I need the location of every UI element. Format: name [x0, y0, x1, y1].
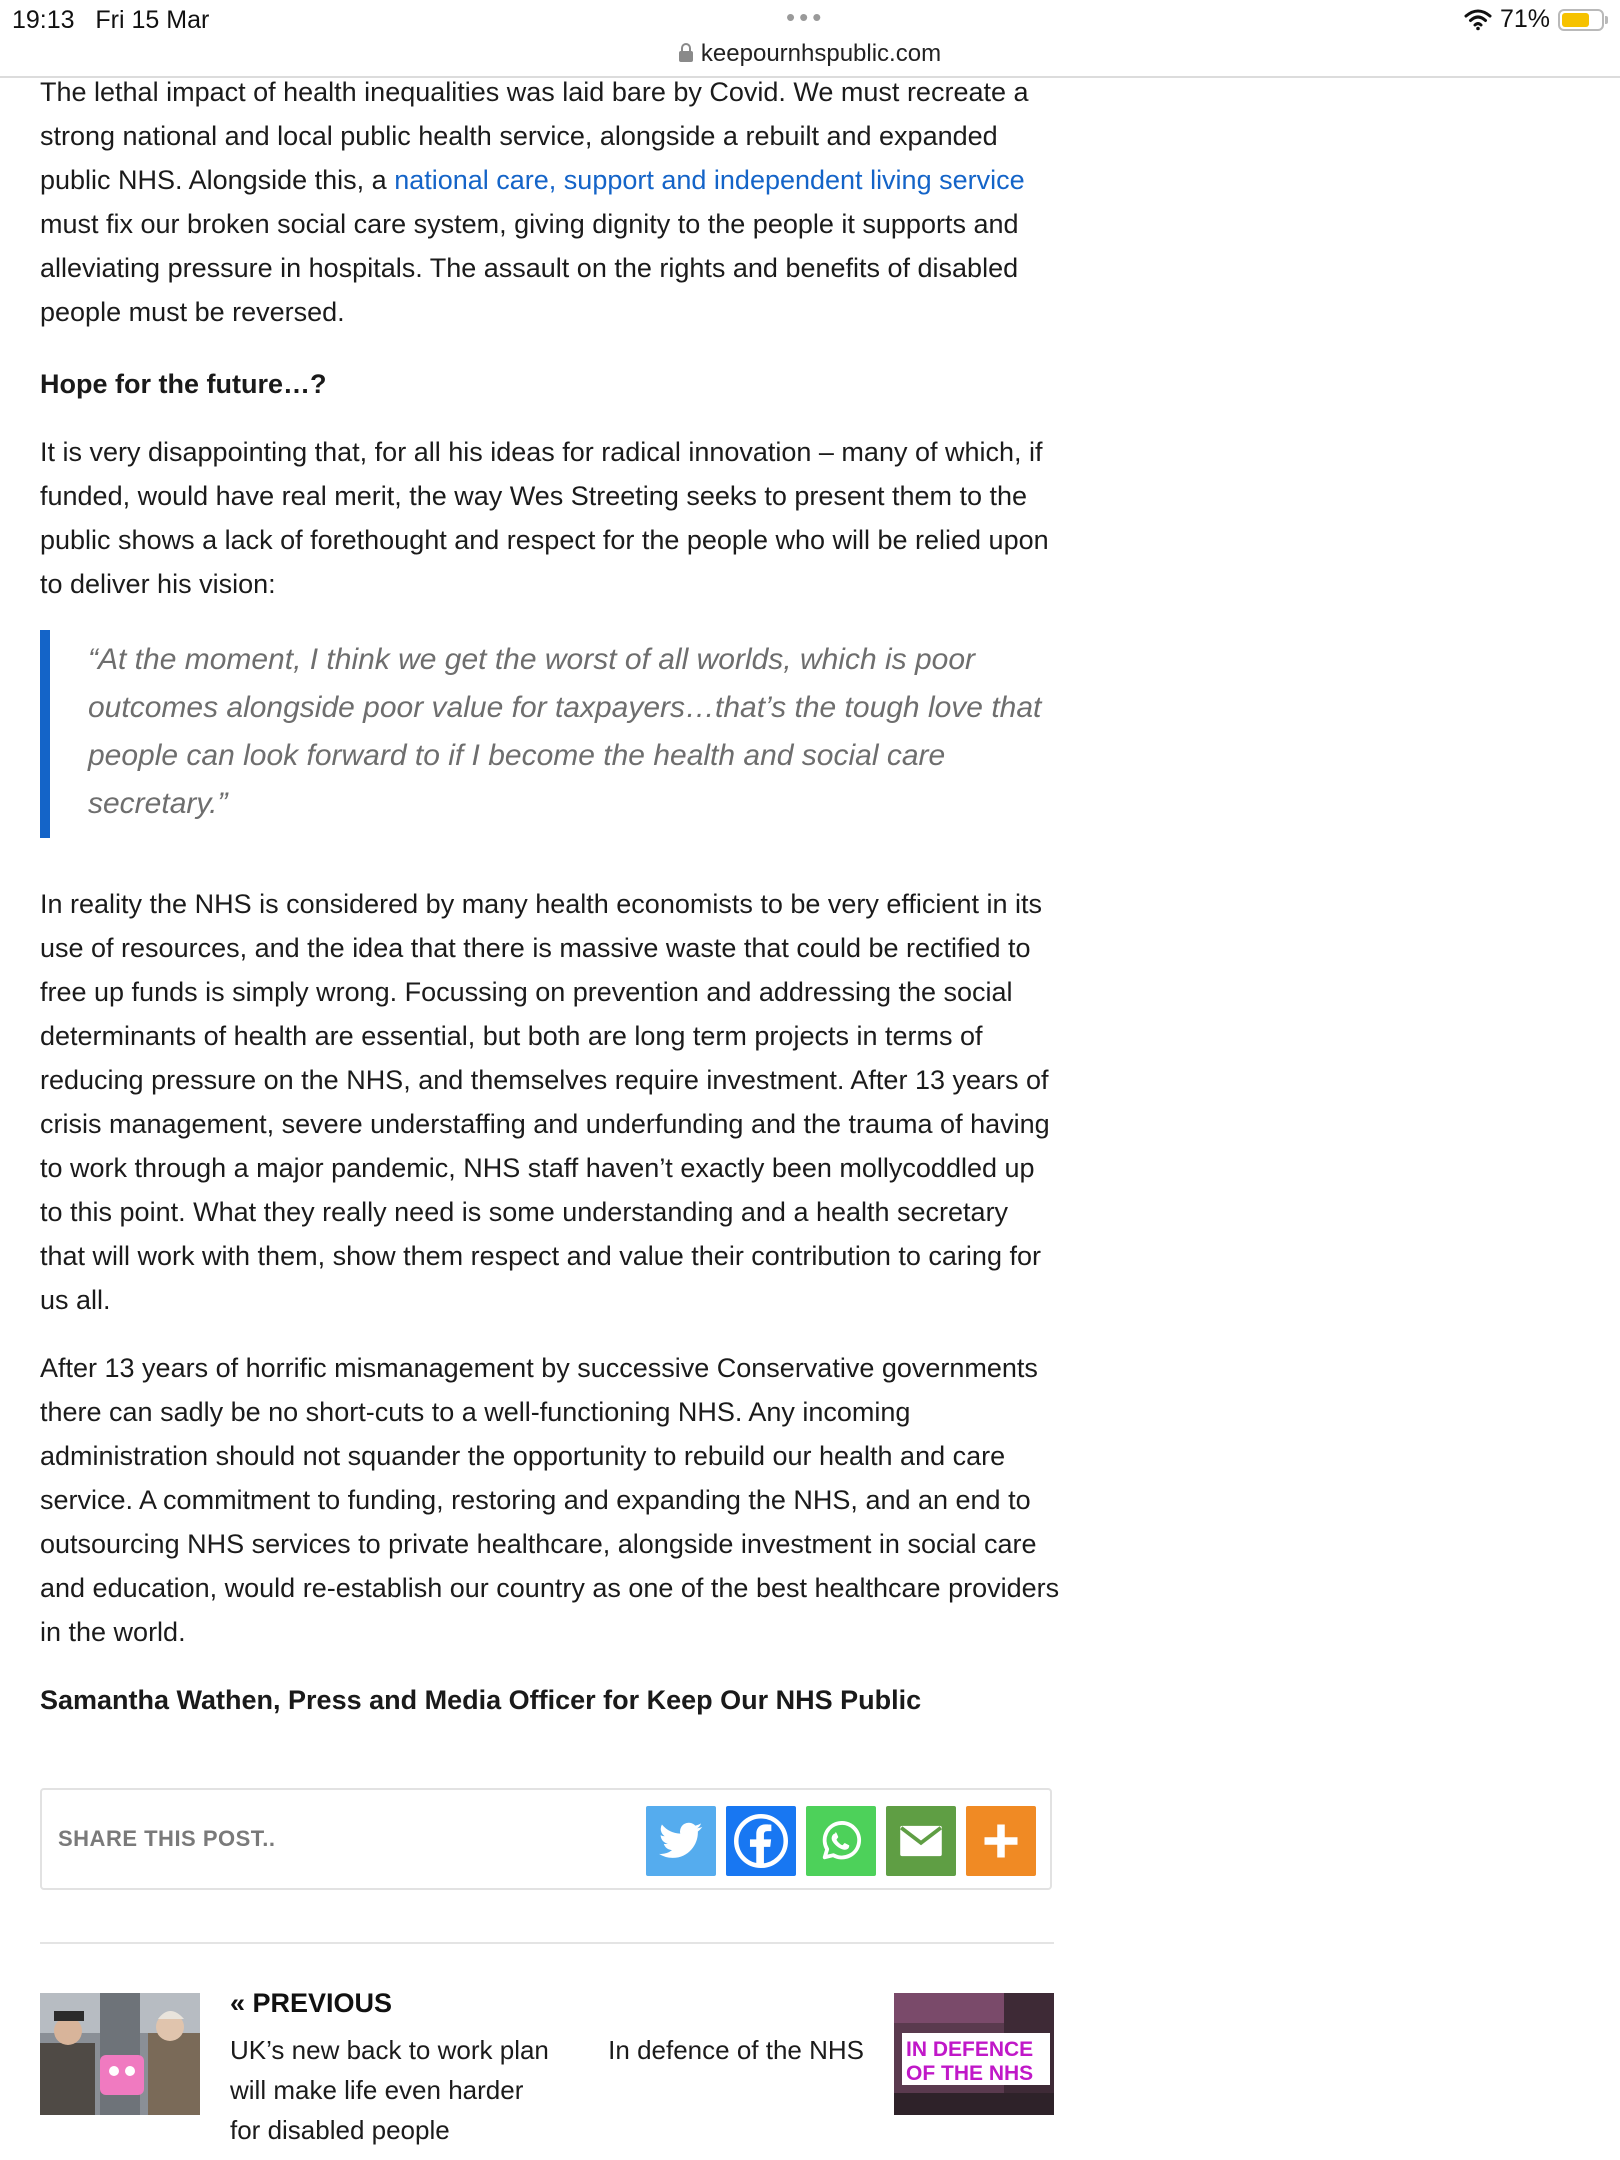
share-more-button[interactable]	[966, 1806, 1036, 1876]
share-box	[40, 1788, 1052, 1890]
paragraph: After 13 years of horrific mismanagement by successive Conservative governments there can sadly be no short-cuts to a well-functioning NHS. Any incoming administration should not squander the opportunity to rebuild our health and care service. A commitment to funding, restoring and expanding the NHS, and an end to outsourcing NHS services to private healthcare, alongside investment in social care and education, would re-establish our country as one of the best healthcare providers in the world.	[40, 1353, 1060, 1647]
share-twitter-button[interactable]	[646, 1806, 716, 1876]
share-facebook-button[interactable]	[726, 1806, 796, 1876]
facebook-f-icon	[734, 1814, 788, 1868]
status-time: 19:13 Fri 15 Mar	[12, 6, 210, 34]
status-bar	[0, 0, 1620, 40]
previous-post-thumbnail[interactable]	[40, 1993, 200, 2115]
next-post-thumbnail[interactable]	[894, 1993, 1054, 2115]
previous-post-title[interactable]: UK’s new back to work plan will make life even harder for disabled people	[230, 2035, 549, 2145]
share-label: SHARE THIS POST..	[58, 1826, 276, 1851]
battery-percent: 71%	[1499, 5, 1550, 33]
blockquote: “At the moment, I think we get the worst of all worlds, which is poor outcomes alongside poor value for taxpayers…that’s the tough love that people can look forward to if I become the health and social care secretary.”	[40, 630, 1060, 838]
next-thumb-text-2: OF THE NHS	[906, 2062, 1034, 2085]
previous-post-label[interactable]: « PREVIOUS	[230, 1988, 393, 2018]
twitter-bird-icon	[659, 1822, 703, 1860]
paragraph: The lethal impact of health inequalities was laid bare by Covid. We must recreate a strong national and local public health service, alongside a rebuilt and expanded public NHS. Alongside this, a national care, support and independent living service must fix our broken social care system, giving dignity to the people it supports and alleviating pressure in hospitals. The assault on the rights and benefits of disabled people must be reversed.	[40, 77, 1029, 327]
url-text: keepournhspublic.com	[700, 40, 942, 67]
multitasking-dots-icon[interactable]: •••	[786, 2, 826, 32]
next-post-title[interactable]: In defence of the NHS	[608, 2035, 864, 2065]
section-heading: Hope for the future…?	[40, 369, 327, 399]
status-right	[1464, 5, 1604, 34]
paragraph: It is very disappointing that, for all his ideas for radical innovation – many of which, if funded, would have real merit, the way Wes Streeting seeks to present them to the public shows a lack of forethought and respect for the people who will be relied upon to deliver his vision:	[40, 437, 1049, 599]
section-divider	[40, 1942, 1054, 1944]
share-email-button[interactable]	[886, 1806, 956, 1876]
national-care-link[interactable]: national care, support and independent living service	[394, 165, 1025, 195]
next-thumb-text-1: IN DEFENCE	[906, 2038, 1034, 2061]
author-signature: Samantha Wathen, Press and Media Officer for Keep Our NHS Public	[40, 1685, 922, 1715]
lock-icon	[679, 51, 693, 62]
paragraph: In reality the NHS is considered by many health economists to be very efficient in its use of resources, and the idea that there is massive waste that could be rectified to free up funds is simply wrong. Focussing on prevention and addressing the social determinants of health are essential, but both are long term projects in terms of reducing pressure on the NHS, and themselves require investment. After 13 years of crisis management, severe understaffing and underfunding and the trauma of having to work through a major pandemic, NHS staff haven’t exactly been mollycoddled up to this point. What they really need is some understanding and a health secretary that will work with them, show them respect and value their contribution to caring for us all.	[40, 889, 1050, 1315]
battery-icon	[1558, 9, 1604, 31]
envelope-icon	[898, 1824, 944, 1858]
article-body	[40, 70, 1060, 1749]
plus-icon	[983, 1823, 1019, 1859]
wifi-icon	[1464, 9, 1492, 31]
share-buttons	[646, 1806, 1036, 1876]
whatsapp-icon	[818, 1818, 864, 1864]
share-whatsapp-button[interactable]	[806, 1806, 876, 1876]
